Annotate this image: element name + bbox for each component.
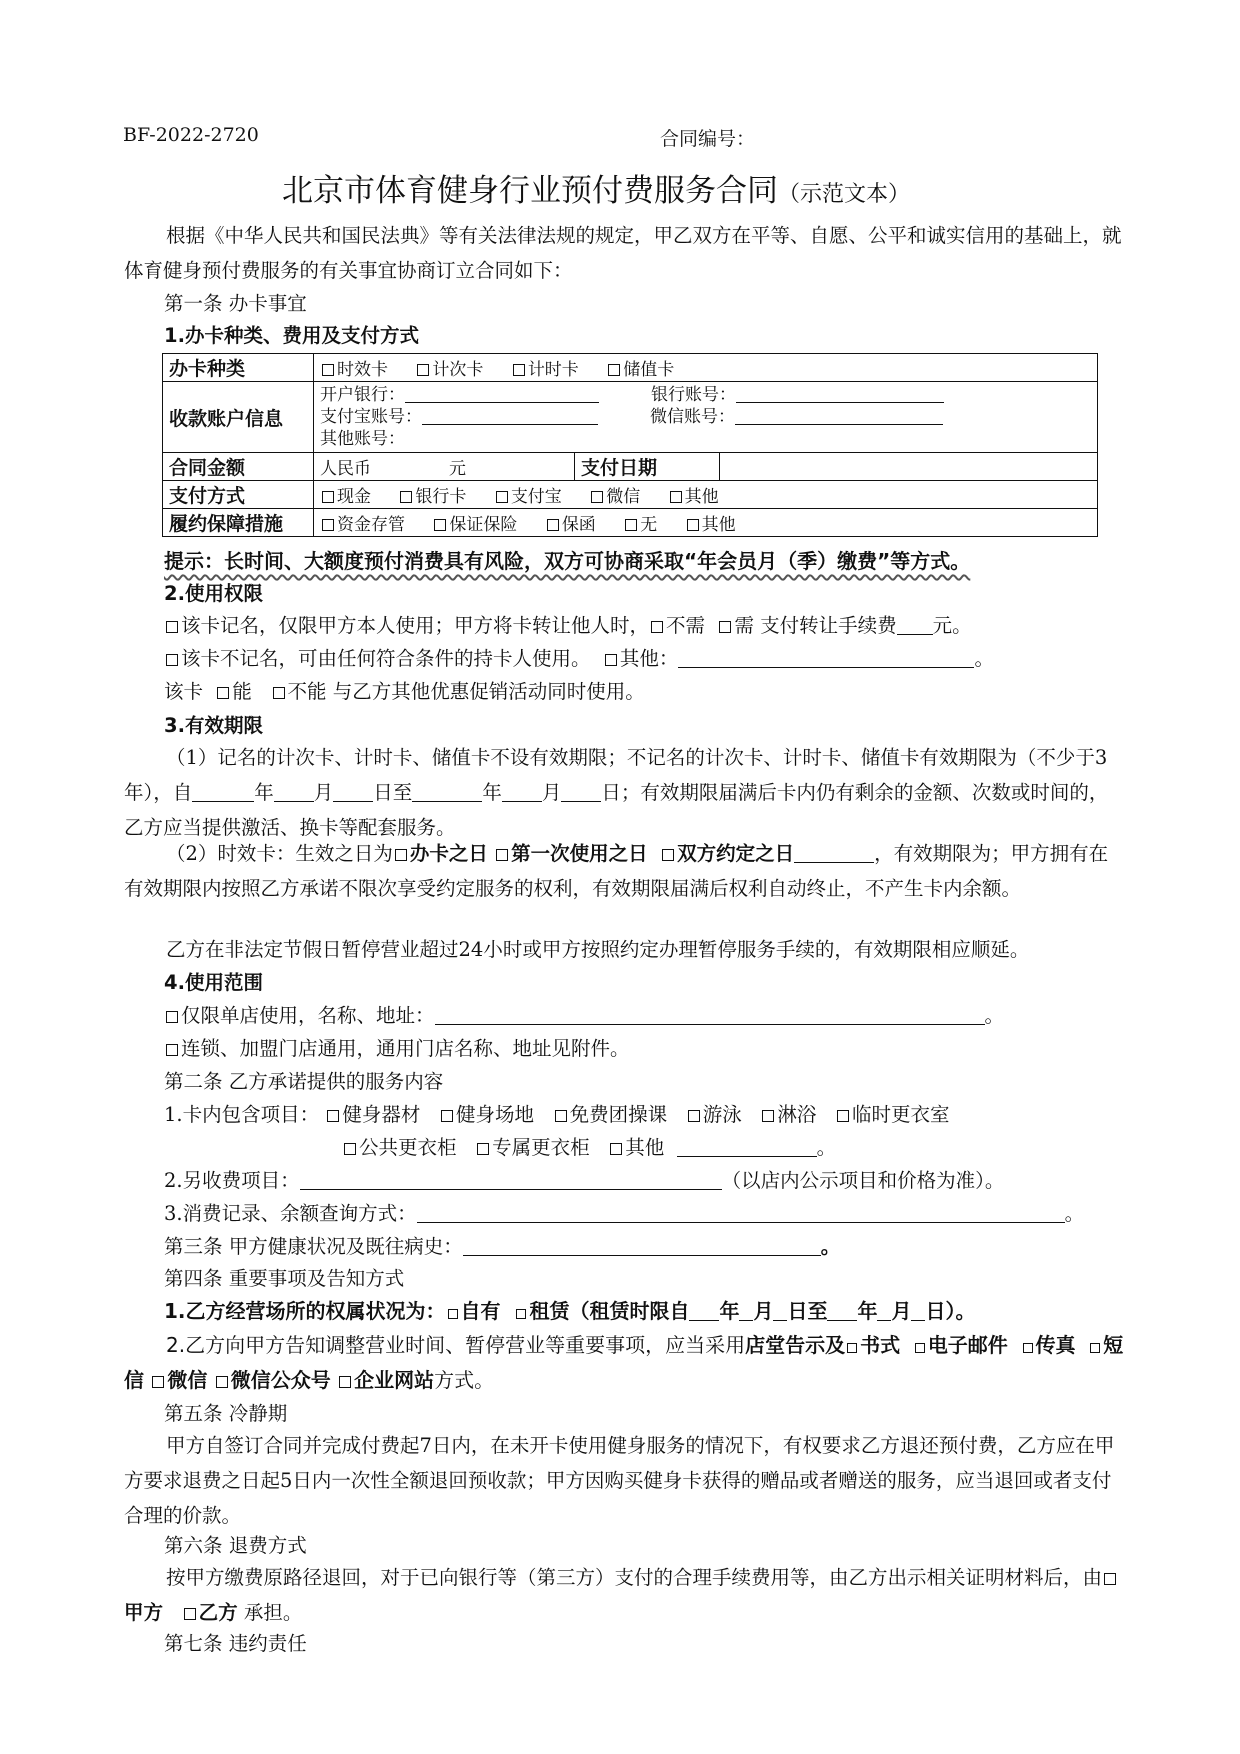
end-year-field[interactable] xyxy=(412,783,482,802)
notice-paragraph: 2.乙方向甲方告知调整营业时间、暂停营业等重要事项，应当采用店堂告示及 书式 电子邮件 传真 短信 微信 微信公众号 企业网站方式。 xyxy=(124,1333,1124,1392)
checkbox[interactable] xyxy=(687,519,699,531)
pay-method-label: 支付方式 xyxy=(163,481,314,509)
card-info-table xyxy=(162,353,1098,537)
wechat-field[interactable] xyxy=(735,406,943,425)
other-field[interactable] xyxy=(678,649,974,668)
bank-label: 开户银行： xyxy=(320,385,405,405)
guarantee-option[interactable]: 保证保险 xyxy=(432,515,517,535)
checkbox[interactable] xyxy=(448,1309,458,1319)
bank-account-field[interactable] xyxy=(736,384,944,403)
service-items-line-2: 公共更衣柜 专属更衣柜 其他 。 xyxy=(342,1132,836,1160)
usage-line-1: 该卡记名，仅限甲方本人使用；甲方将卡转让他人时， 不需 需 支付转让手续费 元。 xyxy=(164,610,972,638)
checkbox[interactable] xyxy=(166,621,178,633)
premises-line: 1.乙方经营场所的权属状况为： 自有 租赁（租赁时限自 年 月 日至 年 月 日）。 xyxy=(164,1299,976,1323)
scope-line-2: 连锁、加盟门店通用，通用门店名称、地址见附件。 xyxy=(164,1033,630,1061)
checkbox[interactable] xyxy=(166,1044,178,1056)
bank-account-label: 银行账号： xyxy=(651,385,736,405)
checkbox[interactable] xyxy=(1090,1343,1100,1353)
checkbox[interactable] xyxy=(216,1376,228,1388)
lease-start-day-field[interactable] xyxy=(773,1302,787,1321)
card-type-option[interactable]: 时效卡 xyxy=(320,360,388,380)
account-label: 收款账户信息 xyxy=(163,382,314,453)
pay-date-field[interactable] xyxy=(720,453,1098,481)
lease-start-month-field[interactable] xyxy=(739,1302,753,1321)
title-sub: （示范文本） xyxy=(778,182,911,207)
checkbox[interactable] xyxy=(591,491,603,503)
start-year-field[interactable] xyxy=(192,783,254,802)
pay-method-option[interactable]: 其他 xyxy=(668,487,719,507)
rmb-label: 人民币 xyxy=(320,459,371,479)
checkbox[interactable] xyxy=(339,1376,351,1388)
checkbox[interactable] xyxy=(837,1110,849,1122)
pay-method-option[interactable]: 银行卡 xyxy=(398,487,466,507)
checkbox[interactable] xyxy=(327,1110,339,1122)
checkbox[interactable] xyxy=(719,621,731,633)
checkbox[interactable] xyxy=(441,1110,453,1122)
checkbox[interactable] xyxy=(625,519,637,531)
article-4-heading: 第四条 重要事项及告知方式 xyxy=(164,1267,405,1290)
extra-fee-field[interactable] xyxy=(300,1171,722,1190)
service-items-line-1: 1.卡内包含项目： 健身器材 健身场地 免费团操课 游泳 淋浴 临时更衣室 xyxy=(164,1103,950,1126)
checkbox[interactable] xyxy=(662,849,674,861)
checkbox[interactable] xyxy=(184,1608,196,1620)
checkbox[interactable] xyxy=(605,654,617,666)
checkbox[interactable] xyxy=(322,519,334,531)
checkbox[interactable] xyxy=(395,849,407,861)
checkbox[interactable] xyxy=(166,654,178,666)
extra-fee-line: 2.另收费项目： （以店内公示项目和价格为准）。 xyxy=(164,1169,1005,1192)
store-address-field[interactable] xyxy=(435,1006,985,1025)
usage-line-2: 该卡不记名，可由任何符合条件的持卡人使用。 其他： 。 xyxy=(164,643,994,671)
lease-end-month-field[interactable] xyxy=(877,1302,891,1321)
intro-paragraph: 根据《中华人民共和国民法典》等有关法律法规的规定，甲乙双方在平等、自愿、公平和诚实信用的基础上，就体育健身预付费服务的有关事宜协商订立合同如下： xyxy=(124,224,1122,282)
checkbox[interactable] xyxy=(608,364,620,376)
health-history-field[interactable] xyxy=(463,1237,821,1256)
scope-line-1: 仅限单店使用，名称、地址： 。 xyxy=(164,1000,1004,1028)
section-4-heading: 4.使用范围 xyxy=(164,971,263,994)
checkbox[interactable] xyxy=(322,364,334,376)
card-type-row xyxy=(163,354,1098,382)
checkbox[interactable] xyxy=(1023,1343,1033,1353)
guarantee-option[interactable]: 无 xyxy=(623,515,657,535)
agreed-date-field[interactable] xyxy=(794,844,874,863)
checkbox[interactable] xyxy=(670,491,682,503)
guarantee-label: 履约保障措施 xyxy=(163,509,314,537)
wechat-label: 微信账号： xyxy=(650,407,735,427)
article-6-heading: 第六条 退费方式 xyxy=(164,1534,307,1557)
pay-date-label: 支付日期 xyxy=(575,453,720,481)
guarantee-option[interactable]: 保函 xyxy=(545,515,596,535)
checkbox[interactable] xyxy=(513,364,525,376)
pay-method-option[interactable]: 现金 xyxy=(320,487,371,507)
validity-paragraph-2: （2）时效卡：生效之日为 办卡之日 第一次使用之日 双方约定之日 ，有效期限为；甲方拥有在有效期限内按照乙方承诺不限次享受约定服务的权利，有效期限届满后权利自动终止，不产生卡内余额。 xyxy=(124,842,1109,900)
yuan-label: 元 xyxy=(449,459,466,479)
other-service-field[interactable] xyxy=(677,1138,817,1157)
checkbox[interactable] xyxy=(555,1110,567,1122)
title-main: 北京市体育健身行业预付费服务合同 xyxy=(282,173,778,209)
section-1-heading: 1.办卡种类、费用及支付方式 xyxy=(164,324,419,347)
start-day-field[interactable] xyxy=(333,783,373,802)
checkbox[interactable] xyxy=(344,1143,356,1155)
validity-paragraph-1: （1）记名的计次卡、计时卡、储值卡不设有效期限；不记名的计次卡、计时卡、储值卡有效期限为（不少于3年），自 年 月 日至 年 月 日；有效期限届满后卡内仍有剩余的金额、次数或时间的，乙方应当提供激活、换卡等配套服务。 xyxy=(124,746,1109,839)
alipay-field[interactable] xyxy=(422,406,598,425)
lease-start-year-field[interactable] xyxy=(689,1302,719,1321)
checkbox[interactable] xyxy=(217,687,229,699)
checkbox[interactable] xyxy=(400,491,412,503)
article-2-heading: 第二条 乙方承诺提供的服务内容 xyxy=(164,1070,444,1093)
pay-method-option[interactable]: 微信 xyxy=(589,487,640,507)
end-month-field[interactable] xyxy=(502,783,542,802)
checkbox[interactable] xyxy=(417,364,429,376)
guarantee-option[interactable]: 其他 xyxy=(685,515,736,535)
bank-field[interactable] xyxy=(405,384,599,403)
section-3-heading: 3.有效期限 xyxy=(164,714,263,737)
article-1-heading: 第一条 办卡事宜 xyxy=(164,292,307,315)
usage-line-3: 该卡 能 不能 与乙方其他优惠促销活动同时使用。 xyxy=(164,680,645,703)
checkbox[interactable] xyxy=(273,687,285,699)
account-row xyxy=(163,382,1098,453)
risk-tip: 提示：长时间、大额度预付消费具有风险，双方可协商采取“年会员月（季）缴费”等方式。 xyxy=(164,549,971,573)
card-type-option[interactable]: 计时卡 xyxy=(511,360,579,380)
checkbox[interactable] xyxy=(610,1143,622,1155)
lease-end-day-field[interactable] xyxy=(911,1302,925,1321)
transfer-fee-field[interactable] xyxy=(897,616,933,635)
refund-paragraph: 按甲方缴费原路径退回，对于已向银行等（第三方）支付的合理手续费用等，由乙方出示相关证明材料后，由甲方 乙方 承担。 xyxy=(124,1560,1124,1630)
document-code: BF-2022-2720 xyxy=(123,124,259,146)
checkbox[interactable] xyxy=(496,849,508,861)
checkbox[interactable] xyxy=(496,491,508,503)
section-2-heading: 2.使用权限 xyxy=(164,582,263,605)
checkbox[interactable] xyxy=(762,1110,774,1122)
article-5-heading: 第五条 冷静期 xyxy=(164,1402,288,1425)
pay-method-row xyxy=(163,481,1098,509)
checkbox[interactable] xyxy=(166,1011,178,1023)
checkbox[interactable] xyxy=(547,519,559,531)
other-account-label: 其他账号： xyxy=(320,429,405,449)
page-title xyxy=(282,165,910,210)
checkbox[interactable] xyxy=(477,1143,489,1155)
lease-end-year-field[interactable] xyxy=(827,1302,857,1321)
amount-row xyxy=(163,453,1098,481)
article-7-heading: 第七条 违约责任 xyxy=(164,1632,307,1655)
contract-number-label: 合同编号： xyxy=(660,128,756,150)
checkbox[interactable] xyxy=(651,621,663,633)
checkbox[interactable] xyxy=(1104,1573,1116,1585)
card-type-option[interactable]: 储值卡 xyxy=(606,360,674,380)
checkbox[interactable] xyxy=(152,1376,164,1388)
alipay-label: 支付宝账号： xyxy=(320,407,422,427)
guarantee-row xyxy=(163,509,1098,537)
amount-label: 合同金额 xyxy=(163,453,314,481)
article-3-heading: 第三条 甲方健康状况及既往病史： 。 xyxy=(164,1235,841,1258)
balance-query-field[interactable] xyxy=(417,1204,1065,1223)
start-month-field[interactable] xyxy=(274,783,314,802)
checkbox[interactable] xyxy=(516,1309,526,1319)
pay-method-option[interactable]: 支付宝 xyxy=(494,487,562,507)
checkbox[interactable] xyxy=(322,491,334,503)
card-type-option[interactable]: 计次卡 xyxy=(415,360,483,380)
guarantee-option[interactable]: 资金存管 xyxy=(320,515,405,535)
checkbox[interactable] xyxy=(915,1343,925,1353)
checkbox[interactable] xyxy=(847,1343,857,1353)
end-day-field[interactable] xyxy=(561,783,601,802)
checkbox[interactable] xyxy=(434,519,446,531)
checkbox[interactable] xyxy=(688,1110,700,1122)
cooling-off-paragraph: 甲方自签订合同并完成付费起7日内，在未开卡使用健身服务的情况下，有权要求乙方退还预付费，乙方应在甲方要求退费之日起5日内一次性全额退回预收款；甲方因购买健身卡获得的赠品或者赠送的服务，应当退回或者支付合理的价款。 xyxy=(124,1434,1115,1527)
balance-query-line: 3.消费记录、余额查询方式： 。 xyxy=(164,1202,1085,1225)
card-type-label: 办卡种类 xyxy=(163,354,314,382)
validity-paragraph-3: 乙方在非法定节假日暂停营业超过24小时或甲方按照约定办理暂停服务手续的，有效期限相应顺延。 xyxy=(166,938,1030,961)
